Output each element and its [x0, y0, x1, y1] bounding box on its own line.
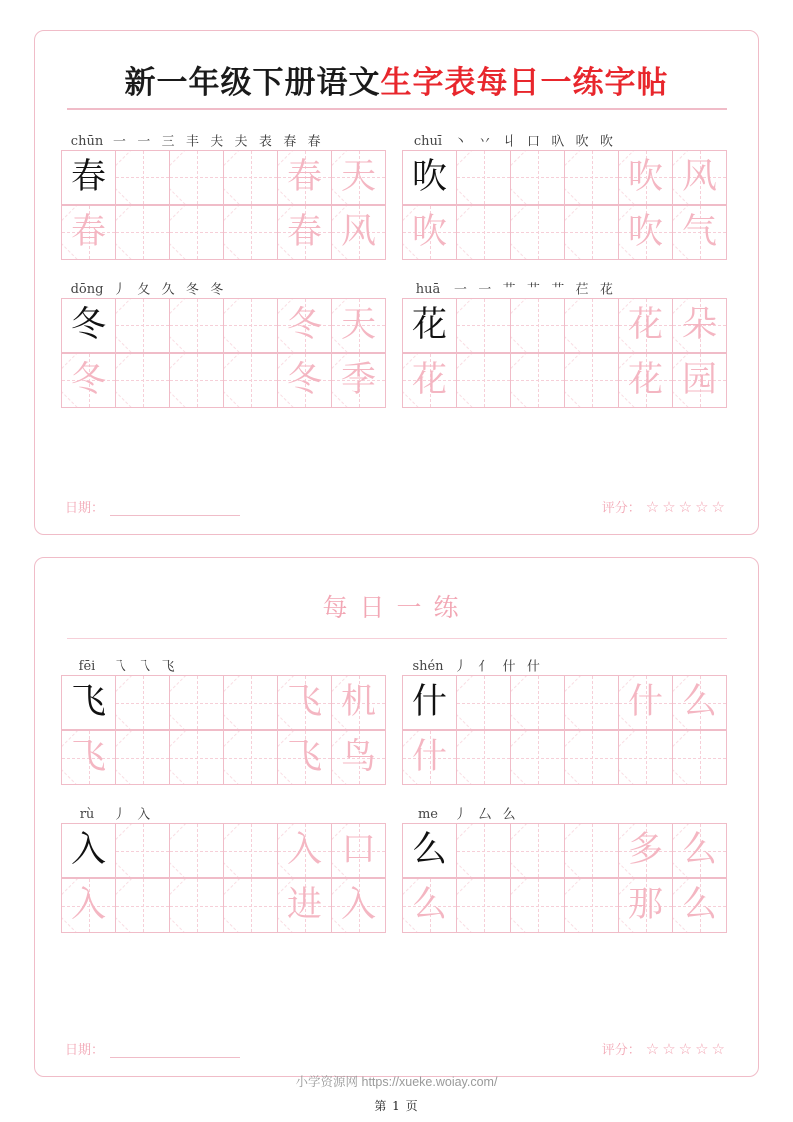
model-char: 入: [70, 885, 106, 926]
stroke-order: 丿 亻 什 什: [454, 659, 544, 675]
sheet-footer: [65, 1039, 728, 1058]
char-group-dong: [61, 276, 391, 408]
title-divider: [67, 108, 727, 110]
model-cell: [402, 675, 457, 730]
practice-cell[interactable]: [223, 150, 278, 205]
practice-cell[interactable]: [169, 205, 224, 260]
word-char: [619, 731, 672, 784]
word-cell[interactable]: [277, 353, 332, 408]
star-rating[interactable]: ☆☆☆☆☆: [645, 497, 728, 516]
word-cell[interactable]: [672, 353, 727, 408]
char-group-shen: [402, 653, 732, 785]
word-char: 什: [627, 682, 663, 723]
practice-cell[interactable]: [456, 150, 511, 205]
char-row: [61, 276, 732, 408]
stroke-order: 丿 入: [113, 807, 154, 823]
word-cell[interactable]: [331, 675, 386, 730]
practice-cell[interactable]: [456, 823, 511, 878]
stroke-order: 丿 夂 久 冬 冬: [113, 281, 227, 297]
score-label: 评分：: [601, 501, 641, 516]
practice-cell[interactable]: [510, 205, 565, 260]
practice-cell[interactable]: [510, 353, 565, 408]
word-cell[interactable]: [618, 878, 673, 933]
word-cell[interactable]: [331, 353, 386, 408]
sub-title: 每日一练: [322, 593, 471, 622]
model-cell-faint[interactable]: [61, 730, 116, 785]
word-char: 飞: [286, 682, 322, 723]
pinyin-label: huā: [415, 281, 441, 297]
title-block: [35, 31, 758, 114]
char-group-hua: [402, 276, 732, 408]
score-label: 评分：: [601, 1043, 641, 1058]
writing-line: [402, 823, 732, 878]
model-cell: [402, 150, 457, 205]
model-char: 春: [70, 156, 106, 197]
word-cell[interactable]: [331, 205, 386, 260]
word-char: 入: [340, 885, 376, 926]
model-char: 么: [411, 885, 447, 926]
word-char: 那: [627, 885, 663, 926]
practice-cell[interactable]: [115, 730, 170, 785]
model-char: 什: [411, 682, 447, 723]
writing-line: [402, 878, 732, 933]
practice-cell[interactable]: [115, 675, 170, 730]
word-char: 园: [681, 359, 717, 400]
practice-cell[interactable]: [223, 823, 278, 878]
writing-line: [402, 353, 732, 408]
word-char: 吹: [627, 156, 663, 197]
practice-cell[interactable]: [169, 150, 224, 205]
word-char: 入: [286, 830, 322, 871]
page-title-red: 生字表每日一练字帖: [380, 65, 669, 101]
word-cell[interactable]: [672, 730, 727, 785]
practice-cell[interactable]: [564, 823, 619, 878]
practice-cell[interactable]: [115, 205, 170, 260]
group-header: [61, 276, 391, 298]
word-char: 朵: [681, 304, 717, 345]
stroke-order: 一 一 三 丰 夫 夫 表 春 春: [113, 133, 325, 149]
score-field[interactable]: [602, 497, 728, 516]
page-title: [35, 57, 758, 102]
practice-cell[interactable]: [456, 353, 511, 408]
stroke-order: 丿 厶 么: [454, 807, 520, 823]
practice-cell[interactable]: [564, 298, 619, 353]
model-cell: [61, 675, 116, 730]
practice-cell[interactable]: [223, 675, 278, 730]
word-cell[interactable]: [618, 823, 673, 878]
writing-line: [402, 150, 732, 205]
writing-line: [402, 205, 732, 260]
model-char: 什: [411, 737, 447, 778]
model-char: 花: [411, 304, 447, 345]
word-char: 风: [340, 211, 376, 252]
writing-line: [61, 150, 391, 205]
word-cell[interactable]: [618, 353, 673, 408]
char-group-fei: [61, 653, 391, 785]
model-cell-faint[interactable]: [61, 205, 116, 260]
pinyin-label: rù: [79, 807, 95, 823]
practice-cell[interactable]: [169, 730, 224, 785]
date-input-line[interactable]: [110, 1044, 240, 1058]
model-cell-faint[interactable]: [402, 205, 457, 260]
model-char: 冬: [70, 304, 106, 345]
practice-cell[interactable]: [564, 353, 619, 408]
writing-line: [402, 298, 732, 353]
word-cell[interactable]: [672, 675, 727, 730]
word-cell[interactable]: [672, 298, 727, 353]
watermark-text: 小学资源网 https://xueke.woiay.com/: [295, 1075, 498, 1089]
practice-cell[interactable]: [564, 675, 619, 730]
pinyin-label: shén: [412, 659, 444, 675]
word-char: 么: [681, 682, 717, 723]
star-rating[interactable]: ☆☆☆☆☆: [645, 1039, 728, 1058]
practice-cell[interactable]: [169, 878, 224, 933]
pinyin-label: chuī: [413, 133, 443, 149]
writing-line: [402, 675, 732, 730]
model-cell-faint[interactable]: [61, 353, 116, 408]
writing-line: [61, 353, 391, 408]
word-cell[interactable]: [331, 878, 386, 933]
word-char: 鸟: [340, 737, 376, 778]
practice-cell[interactable]: [223, 878, 278, 933]
group-header: [61, 653, 391, 675]
practice-cell[interactable]: [456, 878, 511, 933]
char-group-ru: [61, 801, 391, 933]
writing-line: [402, 730, 732, 785]
word-char: 么: [681, 885, 717, 926]
word-char: 机: [340, 682, 376, 723]
word-char: 口: [340, 830, 376, 871]
practice-cell[interactable]: [456, 298, 511, 353]
group-header: [402, 128, 732, 150]
sheet-2-rows: [35, 639, 758, 933]
word-cell[interactable]: [618, 150, 673, 205]
pinyin-label: me: [417, 807, 439, 823]
model-cell-faint[interactable]: [402, 353, 457, 408]
practice-cell[interactable]: [115, 353, 170, 408]
word-cell[interactable]: [277, 823, 332, 878]
model-cell-faint[interactable]: [402, 878, 457, 933]
word-char: 冬: [286, 304, 322, 345]
date-label: 日期：: [65, 501, 105, 516]
word-cell[interactable]: [618, 205, 673, 260]
practice-cell[interactable]: [564, 730, 619, 785]
practice-cell[interactable]: [169, 353, 224, 408]
stroke-order: 一 一 艹 艹 艹 芢 花: [454, 281, 617, 297]
practice-cell[interactable]: [223, 730, 278, 785]
model-char: 入: [70, 830, 106, 871]
practice-cell[interactable]: [510, 730, 565, 785]
practice-cell[interactable]: [223, 298, 278, 353]
date-field[interactable]: [65, 497, 240, 516]
writing-line: [61, 298, 391, 353]
subtitle-block: [35, 558, 758, 639]
date-input-line[interactable]: [110, 502, 240, 516]
word-char: 天: [340, 304, 376, 345]
word-cell[interactable]: [277, 675, 332, 730]
group-header: [402, 653, 732, 675]
group-header: [61, 801, 391, 823]
char-row: [61, 128, 732, 260]
practice-cell[interactable]: [456, 205, 511, 260]
practice-cell[interactable]: [115, 150, 170, 205]
practice-cell[interactable]: [510, 823, 565, 878]
writing-line: [61, 675, 391, 730]
word-char: 冬: [286, 359, 322, 400]
model-char: 花: [411, 359, 447, 400]
word-cell[interactable]: [672, 150, 727, 205]
word-cell[interactable]: [277, 878, 332, 933]
word-char: 春: [286, 156, 322, 197]
writing-line: [61, 730, 391, 785]
pinyin-label: chūn: [70, 133, 104, 149]
practice-cell[interactable]: [115, 878, 170, 933]
char-row: [61, 801, 732, 933]
date-label: 日期：: [65, 1043, 105, 1058]
char-group-chui: [402, 128, 732, 260]
sheet-1-rows: [35, 114, 758, 408]
word-char: 么: [681, 830, 717, 871]
word-cell[interactable]: [331, 150, 386, 205]
group-header: [61, 128, 391, 150]
practice-cell[interactable]: [169, 675, 224, 730]
practice-cell[interactable]: [223, 353, 278, 408]
model-char: 冬: [70, 359, 106, 400]
word-char: 风: [681, 156, 717, 197]
practice-cell[interactable]: [510, 675, 565, 730]
practice-cell[interactable]: [510, 298, 565, 353]
word-cell[interactable]: [277, 205, 332, 260]
model-cell-faint[interactable]: [61, 878, 116, 933]
model-char: 春: [70, 211, 106, 252]
word-char: 花: [627, 304, 663, 345]
group-header: [402, 801, 732, 823]
word-cell[interactable]: [672, 823, 727, 878]
word-char: 季: [340, 359, 376, 400]
practice-sheet-2: [34, 557, 759, 1077]
model-char: 飞: [70, 682, 106, 723]
practice-cell[interactable]: [510, 878, 565, 933]
page-title-black: 新一年级下册语文: [124, 65, 381, 101]
word-char: 花: [627, 359, 663, 400]
stroke-order: 丶 丷 丩 口 叺 吹 吹: [454, 133, 617, 149]
pinyin-label: fēi: [78, 659, 96, 675]
word-cell[interactable]: [618, 298, 673, 353]
practice-cell[interactable]: [115, 298, 170, 353]
practice-cell[interactable]: [456, 730, 511, 785]
word-char: 吹: [627, 211, 663, 252]
practice-cell[interactable]: [169, 298, 224, 353]
word-char: 进: [286, 885, 322, 926]
practice-cell[interactable]: [115, 823, 170, 878]
writing-line: [61, 823, 391, 878]
practice-cell[interactable]: [564, 205, 619, 260]
score-field[interactable]: [602, 1039, 728, 1058]
word-cell[interactable]: [672, 878, 727, 933]
practice-cell[interactable]: [564, 878, 619, 933]
word-cell[interactable]: [331, 823, 386, 878]
practice-cell[interactable]: [223, 205, 278, 260]
model-char: 么: [411, 830, 447, 871]
writing-line: [61, 205, 391, 260]
word-char: 多: [627, 830, 663, 871]
word-cell[interactable]: [618, 675, 673, 730]
model-char: 吹: [411, 156, 447, 197]
word-char: [673, 731, 726, 784]
char-group-chun: [61, 128, 391, 260]
model-cell: [61, 823, 116, 878]
practice-cell[interactable]: [169, 823, 224, 878]
word-cell[interactable]: [331, 298, 386, 353]
sheet-footer: [65, 497, 728, 516]
pinyin-label: dōng: [70, 281, 104, 297]
word-char: 春: [286, 211, 322, 252]
group-header: [402, 276, 732, 298]
model-cell: [402, 298, 457, 353]
stroke-order: 乁 乁 飞: [113, 659, 179, 675]
practice-sheet-1: [34, 30, 759, 535]
word-cell[interactable]: [331, 730, 386, 785]
word-cell[interactable]: [277, 730, 332, 785]
word-cell[interactable]: [277, 298, 332, 353]
word-cell[interactable]: [618, 730, 673, 785]
word-char: 气: [681, 211, 717, 252]
date-field[interactable]: [65, 1039, 240, 1058]
model-cell: [61, 298, 116, 353]
model-char: 吹: [411, 211, 447, 252]
word-char: 飞: [286, 737, 322, 778]
practice-cell[interactable]: [564, 150, 619, 205]
word-cell[interactable]: [277, 150, 332, 205]
page-number: 第 1 页: [374, 1099, 419, 1113]
word-cell[interactable]: [672, 205, 727, 260]
writing-line: [61, 878, 391, 933]
model-cell-faint[interactable]: [402, 730, 457, 785]
model-cell: [402, 823, 457, 878]
practice-cell[interactable]: [456, 675, 511, 730]
char-group-me: [402, 801, 732, 933]
model-cell: [61, 150, 116, 205]
practice-cell[interactable]: [510, 150, 565, 205]
char-row: [61, 653, 732, 785]
model-char: 飞: [70, 737, 106, 778]
word-char: 天: [340, 156, 376, 197]
